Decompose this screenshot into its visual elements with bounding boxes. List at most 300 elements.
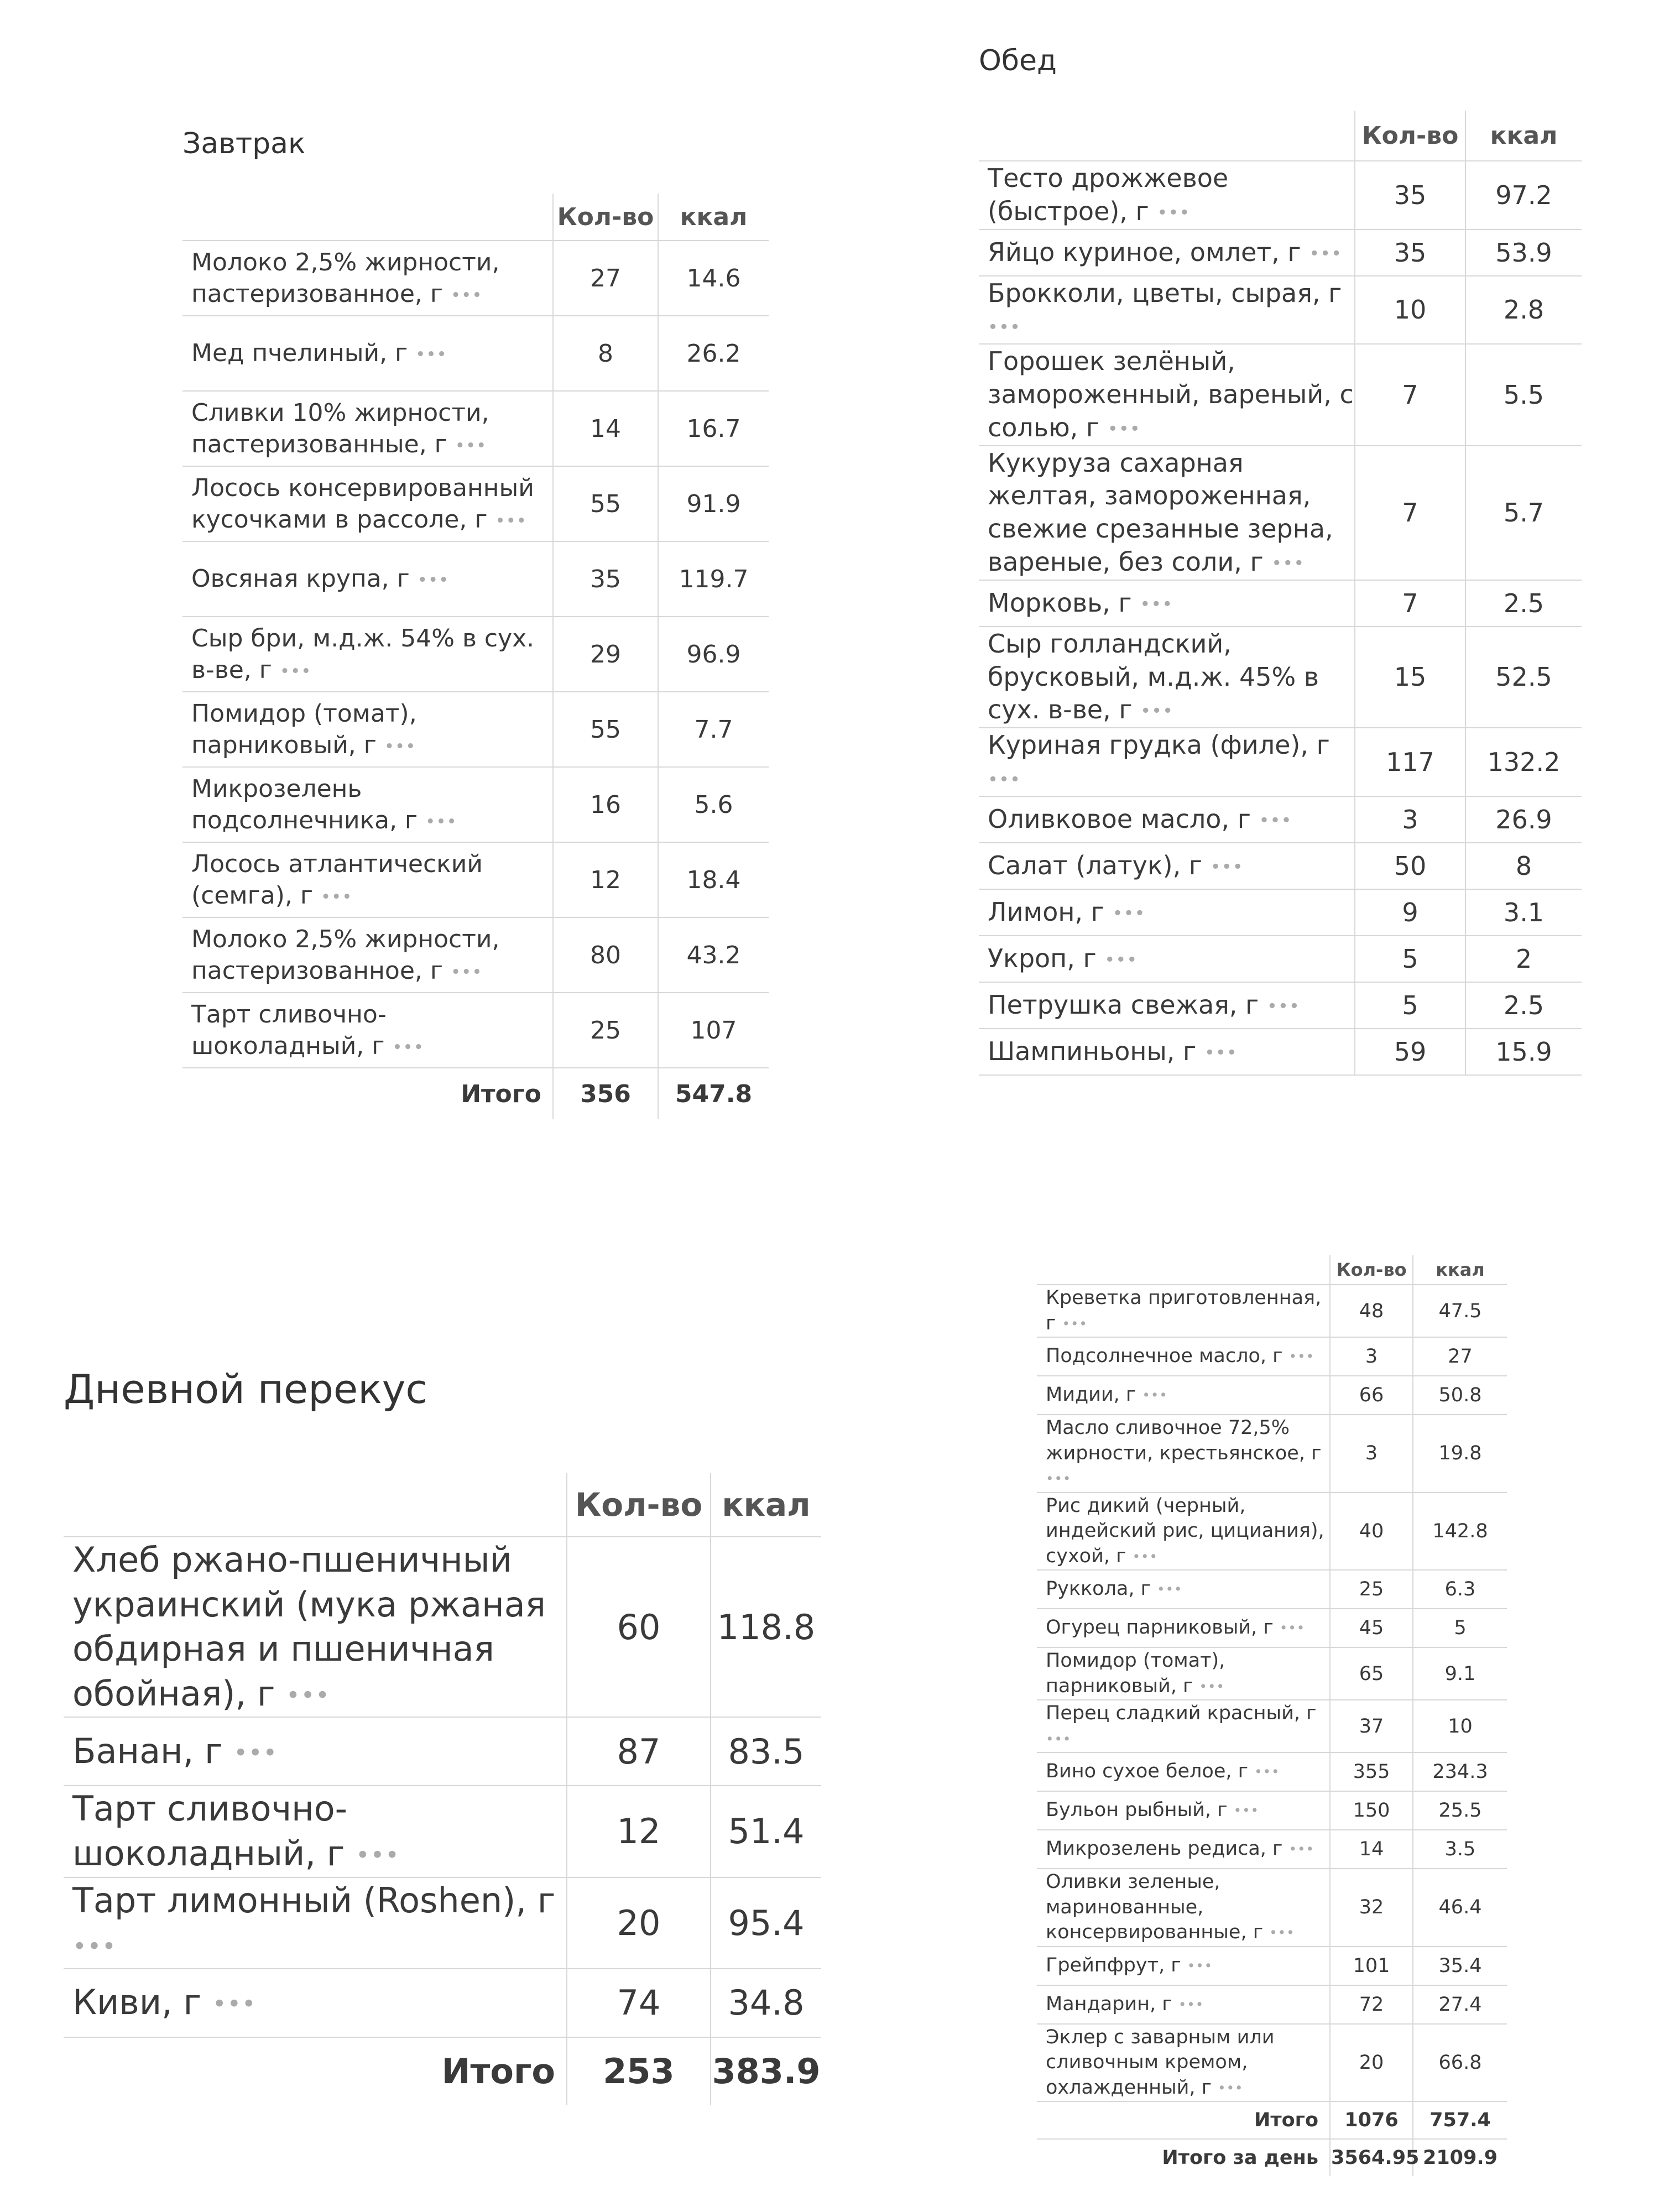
total-row [1037, 2101, 1507, 2139]
food-name: Банан, г [72, 1731, 223, 1772]
more-options-icon[interactable]: ••• [1279, 1620, 1306, 1636]
kcal-cell: 19.8 [1413, 1415, 1507, 1493]
table-row [1037, 1869, 1507, 1947]
food-name: Морковь, г [988, 587, 1132, 618]
more-options-icon[interactable]: ••• [1204, 1042, 1238, 1063]
kcal-cell: 16.7 [658, 391, 769, 466]
food-name: Лосось атлантический (семга), г [191, 849, 483, 910]
more-options-icon[interactable]: ••• [1309, 243, 1343, 264]
quantity-cell: 117 [1355, 728, 1465, 796]
table-row [64, 1537, 821, 1717]
food-name: Оливки зеленые, маринованные, консервированные, г [1046, 1871, 1264, 1943]
more-options-icon[interactable]: ••• [1288, 1841, 1314, 1858]
quantity-cell: 9 [1355, 889, 1465, 936]
breakfast-section [182, 127, 769, 1119]
more-options-icon[interactable]: ••• [988, 316, 1021, 338]
table-row [182, 617, 769, 692]
quantity-cell: 3 [1330, 1415, 1413, 1493]
table-row [64, 1969, 821, 2037]
kcal-cell: 66.8 [1413, 2024, 1507, 2102]
food-name: Микрозелень редиса, г [1046, 1838, 1283, 1860]
more-options-icon[interactable]: ••• [1233, 1802, 1259, 1819]
day-total-row-qty: 3564.95 [1330, 2139, 1413, 2176]
food-name-cell [1037, 1947, 1330, 1985]
food-name: Хлеб ржано-пшеничный украинский (мука ржаная обдирная и пшеничная обойная), г [72, 1540, 546, 1714]
more-options-icon[interactable]: ••• [212, 1991, 257, 2019]
food-name: Тарт сливочно-шоколадный, г [191, 1000, 387, 1060]
table-row [182, 993, 769, 1068]
more-options-icon[interactable]: ••• [450, 285, 483, 305]
food-name-cell [1037, 1791, 1330, 1830]
day-total-row-kcal: 2109.9 [1413, 2139, 1507, 2176]
food-name: Лосось консервированный кусочками в рассоле, г [191, 473, 534, 534]
kcal-cell: 51.4 [711, 1786, 821, 1877]
kcal-cell: 10 [1413, 1700, 1507, 1752]
kcal-cell: 7.7 [658, 692, 769, 767]
kcal-cell: 6.3 [1413, 1570, 1507, 1609]
kcal-header: ккал [1413, 1255, 1507, 1285]
food-name-cell [182, 842, 553, 917]
food-name-cell [1037, 1570, 1330, 1609]
quantity-cell: 25 [1330, 1570, 1413, 1609]
food-name: Лимон, г [988, 896, 1104, 927]
quantity-cell: 10 [1355, 276, 1465, 345]
food-name: Петрушка свежая, г [988, 989, 1259, 1020]
kcal-cell: 52.5 [1465, 627, 1582, 728]
food-name: Руккола, г [1046, 1578, 1151, 1600]
total-row-kcal: 547.8 [658, 1068, 769, 1119]
table-row [1037, 1376, 1507, 1415]
food-name-cell [1037, 1285, 1330, 1337]
quantity-cell: 72 [1330, 1985, 1413, 2024]
food-name-cell [1037, 1869, 1330, 1947]
more-options-icon[interactable]: ••• [1266, 995, 1300, 1017]
more-options-icon[interactable]: ••• [450, 962, 483, 982]
food-name: Тесто дрожжевое (быстрое), г [988, 163, 1229, 226]
qty-header: Кол-во [1330, 1255, 1413, 1285]
total-row-label: Итого [461, 1079, 541, 1108]
kcal-cell: 107 [658, 993, 769, 1068]
food-name: Сыр голландский, брусковый, м.д.ж. 45% в сух. в-ве, г [988, 628, 1319, 725]
table-row [979, 344, 1582, 445]
kcal-cell: 5.7 [1465, 446, 1582, 580]
more-options-icon[interactable]: ••• [1062, 1315, 1088, 1332]
kcal-header: ккал [1465, 111, 1582, 161]
food-name: Укроп, г [988, 943, 1097, 973]
food-name: Сливки 10% жирности, пастеризованные, г [191, 398, 489, 458]
kcal-cell: 3.1 [1465, 889, 1582, 936]
more-options-icon[interactable]: ••• [1157, 202, 1191, 223]
kcal-cell: 2.8 [1465, 276, 1582, 345]
food-name-cell [979, 728, 1355, 796]
table-row [182, 316, 769, 391]
food-name: Молоко 2,5% жирности, пастеризованное, г [191, 248, 500, 308]
more-options-icon[interactable]: ••• [279, 661, 312, 681]
food-name: Тарт сливочно-шоколадный, г [72, 1788, 347, 1874]
food-name-cell [64, 1717, 567, 1786]
kcal-cell: 43.2 [658, 917, 769, 993]
total-row-label: Итого [441, 2051, 555, 2092]
more-options-icon[interactable]: ••• [1104, 949, 1138, 971]
table-row [979, 889, 1582, 936]
qty-header: Кол-во [1355, 111, 1465, 161]
food-name: Салат (латук), г [988, 850, 1203, 880]
table-row [182, 842, 769, 917]
quantity-cell: 3 [1355, 796, 1465, 843]
kcal-cell: 26.9 [1465, 796, 1582, 843]
food-name-cell [182, 692, 553, 767]
kcal-cell: 15.9 [1465, 1029, 1582, 1075]
kcal-cell: 47.5 [1413, 1285, 1507, 1337]
food-name: Бульон рыбный, г [1046, 1799, 1228, 1822]
quantity-cell: 65 [1330, 1647, 1413, 1700]
quantity-cell: 37 [1330, 1700, 1413, 1752]
table-row [64, 1786, 821, 1877]
more-options-icon[interactable]: ••• [1269, 1924, 1295, 1941]
more-options-icon[interactable]: ••• [1132, 1548, 1158, 1564]
quantity-cell: 40 [1330, 1493, 1413, 1571]
food-name-cell [1037, 1376, 1330, 1415]
table-row [1037, 1609, 1507, 1647]
food-name: Шампиньоны, г [988, 1036, 1197, 1066]
food-name-cell [979, 796, 1355, 843]
quantity-cell: 60 [567, 1537, 711, 1717]
quantity-cell: 15 [1355, 627, 1465, 728]
table-row [1037, 1985, 1507, 2024]
more-options-icon[interactable]: ••• [1254, 1764, 1280, 1780]
food-name-cell [1037, 1830, 1330, 1869]
total-row-kcal: 757.4 [1413, 2101, 1507, 2139]
kcal-cell: 118.8 [711, 1537, 821, 1717]
kcal-cell: 5.5 [1465, 344, 1582, 445]
more-options-icon[interactable]: ••• [455, 435, 487, 456]
more-options-icon[interactable]: ••• [1218, 2079, 1244, 2096]
quantity-cell: 35 [1355, 161, 1465, 229]
food-name-cell [979, 276, 1355, 345]
more-options-icon[interactable]: ••• [1140, 700, 1174, 722]
food-name: Перец сладкий красный, г [1046, 1702, 1317, 1724]
kcal-header: ккал [711, 1473, 821, 1537]
qty-header: Кол-во [567, 1473, 711, 1537]
quantity-cell: 12 [553, 842, 658, 917]
more-options-icon[interactable]: ••• [1046, 1470, 1072, 1487]
table-row [182, 692, 769, 767]
quantity-cell: 20 [1330, 2024, 1413, 2102]
food-name-cell [64, 1969, 567, 2037]
more-options-icon[interactable]: ••• [425, 811, 457, 832]
food-name-cell [1037, 1985, 1330, 2024]
food-name: Оливковое масло, г [988, 804, 1251, 834]
quantity-cell: 80 [553, 917, 658, 993]
food-name: Яйцо куриное, омлет, г [988, 237, 1301, 267]
kcal-cell: 14.6 [658, 241, 769, 316]
table-row [979, 982, 1582, 1029]
table-row [182, 466, 769, 541]
more-options-icon[interactable]: ••• [1199, 1678, 1225, 1694]
food-name: Кукуруза сахарная желтая, замороженная, свежие срезанные зерна, вареные, без соли, г [988, 447, 1333, 577]
food-name: Рис дикий (черный, индейский рис, цициания), сухой, г [1046, 1494, 1324, 1567]
more-options-icon[interactable]: ••• [1142, 1387, 1168, 1404]
food-name: Эклер с заварным или сливочным кремом, охлажденный, г [1046, 2026, 1275, 2099]
more-options-icon[interactable]: ••• [286, 1682, 330, 1710]
food-name-cell [182, 391, 553, 466]
more-options-icon[interactable]: ••• [72, 1933, 117, 1961]
table-row [1037, 1285, 1507, 1337]
table-row [979, 229, 1582, 276]
table-row [1037, 1700, 1507, 1752]
more-options-icon[interactable]: ••• [415, 345, 447, 365]
food-name-cell [182, 917, 553, 993]
lunch-table [979, 111, 1582, 1076]
more-options-icon[interactable]: ••• [233, 1739, 278, 1767]
table-row [979, 1029, 1582, 1075]
food-name-cell [182, 241, 553, 316]
more-options-icon[interactable]: ••• [1288, 1348, 1315, 1365]
food-name-cell [182, 316, 553, 391]
food-name: Помидор (томат), парниковый, г [191, 699, 417, 759]
kcal-cell: 234.3 [1413, 1752, 1507, 1791]
food-name-cell [1037, 1647, 1330, 1700]
more-options-icon[interactable]: ••• [320, 886, 353, 907]
food-name-cell [182, 541, 553, 617]
quantity-cell: 35 [1355, 229, 1465, 276]
quantity-cell: 150 [1330, 1791, 1413, 1830]
food-name-cell [182, 466, 553, 541]
kcal-cell: 97.2 [1465, 161, 1582, 229]
kcal-cell: 5.6 [658, 767, 769, 842]
food-name: Грейпфрут, г [1046, 1954, 1181, 1976]
table-row [979, 276, 1582, 345]
breakfast-table [182, 194, 769, 1119]
quantity-cell: 16 [553, 767, 658, 842]
food-name-cell [979, 843, 1355, 889]
more-options-icon[interactable]: ••• [1107, 418, 1141, 440]
food-name: Мидии, г [1046, 1384, 1136, 1406]
kcal-cell: 8 [1465, 843, 1582, 889]
food-name: Тарт лимонный (Roshen), г [72, 1880, 556, 1921]
food-name-cell [1037, 2024, 1330, 2102]
total-row-qty: 356 [553, 1068, 658, 1119]
table-row [1037, 1830, 1507, 1869]
more-options-icon[interactable]: ••• [495, 510, 527, 531]
quantity-cell: 8 [553, 316, 658, 391]
kcal-cell: 5 [1413, 1609, 1507, 1647]
more-options-icon[interactable]: ••• [988, 769, 1021, 790]
food-name: Помидор (томат), парниковый, г [1046, 1650, 1225, 1697]
food-name-cell [979, 446, 1355, 580]
breakfast-title: Завтрак [182, 127, 306, 160]
quantity-cell: 355 [1330, 1752, 1413, 1791]
food-name: Киви, г [72, 1982, 202, 2023]
kcal-cell: 96.9 [658, 617, 769, 692]
total-row-qty: 253 [567, 2037, 711, 2105]
more-options-icon[interactable]: ••• [356, 1841, 400, 1870]
kcal-cell: 25.5 [1413, 1791, 1507, 1830]
quantity-cell: 5 [1355, 982, 1465, 1029]
dinner-table [1037, 1255, 1507, 2176]
kcal-cell: 142.8 [1413, 1493, 1507, 1571]
quantity-cell: 20 [567, 1877, 711, 1969]
kcal-cell: 3.5 [1413, 1830, 1507, 1869]
qty-header: Кол-во [553, 194, 658, 241]
quantity-cell: 50 [1355, 843, 1465, 889]
total-row-label: Итого [1254, 2109, 1318, 2131]
table-row [182, 541, 769, 617]
more-options-icon[interactable]: ••• [1187, 1957, 1213, 1974]
quantity-cell: 101 [1330, 1947, 1413, 1985]
kcal-cell: 27 [1413, 1337, 1507, 1376]
kcal-cell: 46.4 [1413, 1869, 1507, 1947]
food-name-cell [182, 767, 553, 842]
table-row [1037, 1647, 1507, 1700]
kcal-cell: 27.4 [1413, 1985, 1507, 2024]
quantity-cell: 14 [1330, 1830, 1413, 1869]
food-name-cell [979, 229, 1355, 276]
table-row [1037, 1337, 1507, 1376]
food-name-cell [182, 993, 553, 1068]
more-options-icon[interactable]: ••• [1210, 856, 1244, 878]
table-row [1037, 1791, 1507, 1830]
kcal-cell: 95.4 [711, 1877, 821, 1969]
quantity-cell: 59 [1355, 1029, 1465, 1075]
total-row [182, 1068, 769, 1119]
quantity-cell: 45 [1330, 1609, 1413, 1647]
total-row-kcal: 383.9 [711, 2037, 821, 2105]
more-options-icon[interactable]: ••• [1112, 902, 1146, 924]
table-row [979, 843, 1582, 889]
food-name: Креветка приготовленная, г [1046, 1287, 1322, 1334]
kcal-cell: 119.7 [658, 541, 769, 617]
table-row [979, 796, 1582, 843]
kcal-cell: 26.2 [658, 316, 769, 391]
quantity-cell: 74 [567, 1969, 711, 2037]
table-row [182, 391, 769, 466]
day-total-row [1037, 2139, 1507, 2176]
table-row [1037, 1570, 1507, 1609]
food-name: Микрозелень подсолнечника, г [191, 774, 418, 834]
table-row [64, 1717, 821, 1786]
snack-section [64, 1366, 821, 2105]
quantity-cell: 12 [567, 1786, 711, 1877]
food-name: Мандарин, г [1046, 1992, 1172, 2015]
table-row [979, 161, 1582, 229]
dinner-section [1037, 1255, 1507, 2176]
table-row [64, 1877, 821, 1969]
food-name-cell [1037, 1415, 1330, 1493]
food-name: Вино сухое белое, г [1046, 1760, 1248, 1783]
table-row [979, 580, 1582, 627]
food-name-cell [1037, 1337, 1330, 1376]
food-name-cell [979, 580, 1355, 627]
quantity-cell: 35 [553, 541, 658, 617]
quantity-cell: 7 [1355, 446, 1465, 580]
kcal-cell: 50.8 [1413, 1376, 1507, 1415]
more-options-icon[interactable]: ••• [1157, 1581, 1183, 1598]
food-name-cell [1037, 1493, 1330, 1571]
kcal-cell: 83.5 [711, 1717, 821, 1786]
more-options-icon[interactable]: ••• [384, 736, 416, 757]
table-row [1037, 1752, 1507, 1791]
food-name-cell [979, 982, 1355, 1029]
more-options-icon[interactable]: ••• [1046, 1730, 1072, 1747]
quantity-cell: 7 [1355, 580, 1465, 627]
table-row [1037, 1415, 1507, 1493]
kcal-cell: 132.2 [1465, 728, 1582, 796]
lunch-title: Обед [979, 44, 1057, 77]
food-name: Сыр бри, м.д.ж. 54% в сух. в-ве, г [191, 624, 535, 684]
kcal-cell: 34.8 [711, 1969, 821, 2037]
quantity-cell: 55 [553, 466, 658, 541]
food-name: Горошек зелёный, замороженный, вареный, с солью, г [988, 346, 1354, 442]
quantity-cell: 27 [553, 241, 658, 316]
kcal-cell: 53.9 [1465, 229, 1582, 276]
kcal-cell: 35.4 [1413, 1947, 1507, 1985]
food-name-cell [1037, 1752, 1330, 1791]
kcal-cell: 2.5 [1465, 580, 1582, 627]
table-row [182, 241, 769, 316]
kcal-cell: 91.9 [658, 466, 769, 541]
food-name-cell [979, 344, 1355, 445]
more-options-icon[interactable]: ••• [1178, 1996, 1204, 2012]
food-name: Куриная грудка (филе), г [988, 730, 1330, 760]
food-name: Подсолнечное масло, г [1046, 1345, 1283, 1368]
food-name: Масло сливочное 72,5% жирности, крестьянское, г [1046, 1417, 1322, 1464]
quantity-cell: 66 [1330, 1376, 1413, 1415]
food-name-cell [979, 936, 1355, 982]
more-options-icon[interactable]: ••• [417, 570, 450, 591]
table-row [182, 917, 769, 993]
food-name-cell [64, 1537, 567, 1717]
food-name-cell [979, 627, 1355, 728]
food-name-cell [182, 617, 553, 692]
food-name: Брокколи, цветы, сырая, г [988, 278, 1342, 308]
kcal-cell: 2.5 [1465, 982, 1582, 1029]
quantity-cell: 25 [553, 993, 658, 1068]
table-row [979, 627, 1582, 728]
table-row [1037, 1947, 1507, 1985]
kcal-cell: 18.4 [658, 842, 769, 917]
snack-title: Дневной перекус [64, 1366, 427, 1412]
quantity-cell: 14 [553, 391, 658, 466]
total-row [64, 2037, 821, 2105]
table-row [979, 936, 1582, 982]
quantity-cell: 32 [1330, 1869, 1413, 1947]
table-row [979, 728, 1582, 796]
day-total-row-label: Итого за день [1037, 2139, 1330, 2176]
kcal-header: ккал [658, 194, 769, 241]
food-name-cell [64, 1786, 567, 1877]
food-name: Мед пчелиный, г [191, 339, 408, 368]
more-options-icon[interactable]: ••• [1140, 593, 1173, 615]
quantity-cell: 87 [567, 1717, 711, 1786]
total-row-qty: 1076 [1330, 2101, 1413, 2139]
table-row [979, 446, 1582, 580]
food-name-cell [1037, 1609, 1330, 1647]
quantity-cell: 29 [553, 617, 658, 692]
food-name-cell [1037, 1700, 1330, 1752]
food-name: Молоко 2,5% жирности, пастеризованное, г [191, 925, 500, 985]
quantity-cell: 5 [1355, 936, 1465, 982]
quantity-cell: 55 [553, 692, 658, 767]
table-row [1037, 2024, 1507, 2102]
quantity-cell: 7 [1355, 344, 1465, 445]
food-name-cell [979, 161, 1355, 229]
more-options-icon[interactable]: ••• [392, 1037, 424, 1057]
quantity-cell: 48 [1330, 1285, 1413, 1337]
more-options-icon[interactable]: ••• [1271, 552, 1305, 574]
food-name-cell [979, 1029, 1355, 1075]
more-options-icon[interactable]: ••• [1259, 810, 1292, 831]
